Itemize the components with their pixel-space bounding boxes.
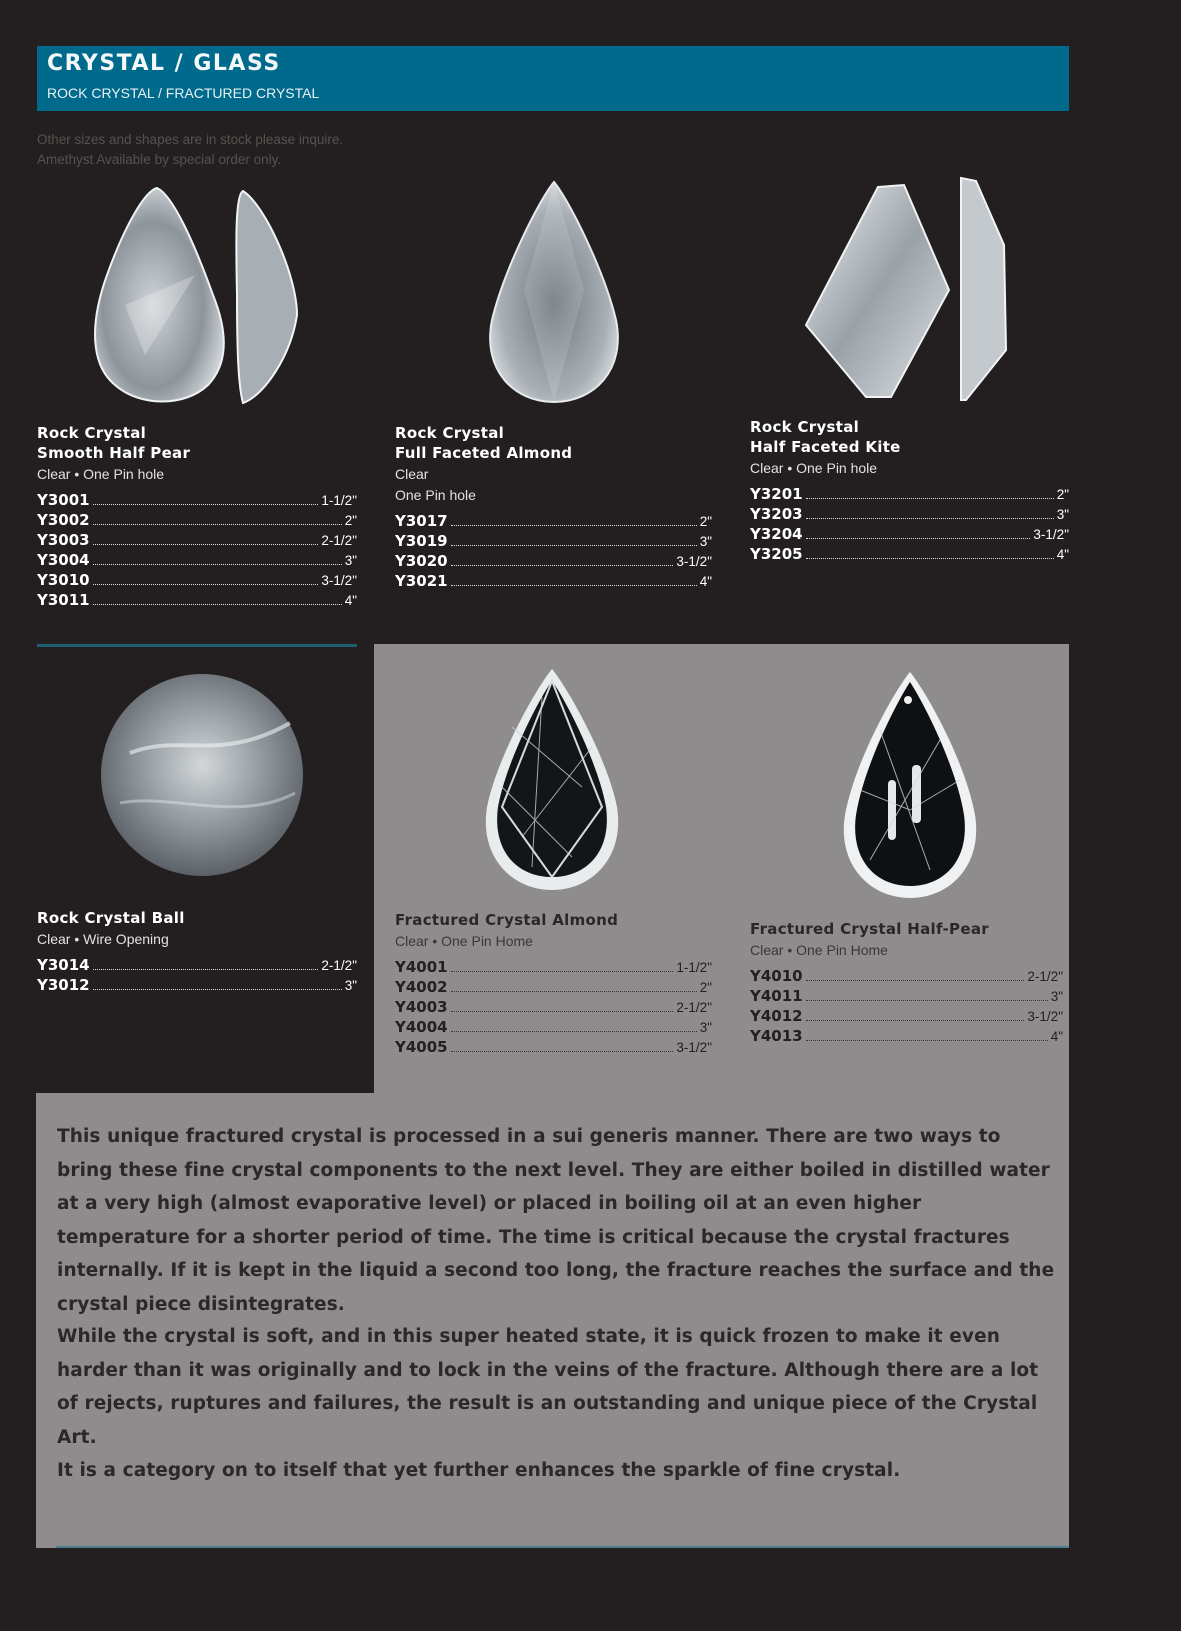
- size-row: [750, 1027, 1063, 1047]
- item-size: 4": [699, 574, 712, 589]
- leader-dots: [93, 492, 319, 505]
- item-code: Y3014: [37, 956, 90, 974]
- item-size: 3-1/2": [321, 573, 357, 588]
- size-row: [37, 531, 357, 551]
- leader-dots: [93, 512, 342, 525]
- product-full-faceted-almond: [395, 423, 712, 592]
- size-row: [37, 956, 357, 976]
- item-size: 4": [344, 593, 357, 608]
- item-code: Y3021: [395, 572, 448, 590]
- leader-dots: [451, 573, 697, 586]
- item-size: 2": [1056, 487, 1069, 502]
- item-size: 1-1/2": [676, 960, 712, 975]
- leader-dots: [93, 572, 319, 585]
- half-faceted-kite-photo: [806, 175, 1021, 405]
- leader-dots: [806, 526, 1031, 539]
- item-size: 4": [1050, 1029, 1063, 1044]
- product-desc: Clear • One Pin Home: [395, 933, 533, 949]
- section-banner: [37, 46, 1069, 111]
- size-row: [750, 505, 1069, 525]
- item-size: 1-1/2": [321, 493, 357, 508]
- item-code: Y4010: [750, 967, 803, 985]
- product-name: Fractured Crystal Half-Pear: [750, 920, 989, 938]
- product-crystal-ball: [37, 908, 357, 996]
- size-row: [395, 532, 712, 552]
- item-code: Y3010: [37, 571, 90, 589]
- item-size: 3-1/2": [676, 554, 712, 569]
- leader-dots: [451, 979, 697, 992]
- leader-dots: [806, 968, 1025, 981]
- product-name: Rock Crystal: [37, 424, 147, 442]
- note-line-2: Amethyst Available by special order only.: [37, 152, 282, 167]
- leader-dots: [451, 999, 674, 1012]
- leader-dots: [806, 486, 1054, 499]
- item-code: Y3201: [750, 485, 803, 503]
- product-name: Fractured Crystal Almond: [395, 911, 619, 929]
- size-row: [395, 978, 712, 998]
- item-size: 2-1/2": [321, 958, 357, 973]
- leader-dots: [451, 1039, 674, 1052]
- item-code: Y4002: [395, 978, 448, 996]
- item-size: 2-1/2": [321, 533, 357, 548]
- item-size: 4": [1056, 547, 1069, 562]
- size-list: [750, 485, 1069, 565]
- size-list: [395, 512, 712, 592]
- product-name-line2: Full Faceted Almond: [395, 444, 573, 462]
- product-fractured-half-pear: [750, 919, 1063, 1047]
- item-size: 2-1/2": [676, 1000, 712, 1015]
- item-code: Y4013: [750, 1027, 803, 1045]
- item-code: Y3205: [750, 545, 803, 563]
- size-row: [750, 967, 1063, 987]
- page-subtitle: ROCK CRYSTAL / FRACTURED CRYSTAL: [47, 85, 320, 101]
- leader-dots: [451, 533, 697, 546]
- size-row: [395, 552, 712, 572]
- size-row: [37, 511, 357, 531]
- leader-dots: [93, 552, 342, 565]
- product-name: Rock Crystal: [395, 424, 505, 442]
- item-code: Y4001: [395, 958, 448, 976]
- item-code: Y4011: [750, 987, 803, 1005]
- leader-dots: [93, 957, 319, 970]
- item-code: Y3020: [395, 552, 448, 570]
- product-half-faceted-kite: [750, 417, 1069, 565]
- item-code: Y4003: [395, 998, 448, 1016]
- item-code: Y3012: [37, 976, 90, 994]
- size-row: [750, 485, 1069, 505]
- product-name: Rock Crystal Ball: [37, 909, 185, 927]
- leader-dots: [806, 506, 1054, 519]
- item-code: Y3017: [395, 512, 448, 530]
- item-size: 2-1/2": [1027, 969, 1063, 984]
- item-code: Y3011: [37, 591, 90, 609]
- leader-dots: [93, 977, 342, 990]
- item-code: Y3019: [395, 532, 448, 550]
- item-size: 3-1/2": [1027, 1009, 1063, 1024]
- size-row: [37, 571, 357, 591]
- size-row: [395, 958, 712, 978]
- size-row: [750, 545, 1069, 565]
- product-smooth-half-pear: [37, 423, 357, 611]
- product-desc: Clear: [395, 466, 429, 482]
- size-row: [750, 1007, 1063, 1027]
- product-desc: Clear • One Pin hole: [750, 460, 878, 476]
- fractured-almond-photo: [482, 667, 622, 892]
- leader-dots: [806, 1008, 1025, 1021]
- size-row: [750, 987, 1063, 1007]
- item-size: 3": [344, 978, 357, 993]
- leader-dots: [806, 546, 1054, 559]
- crystal-ball-photo: [100, 673, 305, 878]
- item-size: 3": [1056, 507, 1069, 522]
- item-code: Y4004: [395, 1018, 448, 1036]
- size-row: [37, 551, 357, 571]
- size-list: [37, 956, 357, 996]
- leader-dots: [93, 592, 342, 605]
- size-row: [37, 491, 357, 511]
- item-size: 3": [699, 534, 712, 549]
- product-desc: Clear • One Pin hole: [37, 466, 165, 482]
- size-list: [395, 958, 712, 1058]
- item-size: 2": [699, 514, 712, 529]
- item-size: 2": [699, 980, 712, 995]
- size-row: [750, 525, 1069, 545]
- item-size: 3-1/2": [676, 1040, 712, 1055]
- size-row: [395, 1018, 712, 1038]
- product-desc: Clear • Wire Opening: [37, 931, 169, 947]
- item-code: Y3203: [750, 505, 803, 523]
- leader-dots: [451, 553, 674, 566]
- leader-dots: [806, 988, 1048, 1001]
- size-list: [37, 491, 357, 611]
- item-code: Y3003: [37, 531, 90, 549]
- item-size: 3": [699, 1020, 712, 1035]
- description-paragraph-1: This unique fractured crystal is processed in a sui generis manner. There are two ways to bring these fine crystal components to the next level. They are either boiled in distilled water at a very high (almost evaporative level) or placed in boiling oil at an even higher temperature for a shorter period of time. The time is critical because the crystal fractures internally. If it is kept in the liquid a second too long, the fracture reaches the surface and the crystal piece disintegrates.: [57, 1126, 1055, 1315]
- stock-note: [37, 130, 343, 170]
- size-list: [750, 967, 1063, 1047]
- item-code: Y3204: [750, 525, 803, 543]
- item-size: 2": [344, 513, 357, 528]
- product-desc: Clear • One Pin Home: [750, 942, 888, 958]
- size-row: [395, 572, 712, 592]
- item-code: Y4012: [750, 1007, 803, 1025]
- leader-dots: [451, 513, 697, 526]
- product-name-line2: Half Faceted Kite: [750, 438, 901, 456]
- note-line-1: Other sizes and shapes are in stock please inquire.: [37, 132, 344, 147]
- leader-dots: [806, 1028, 1048, 1041]
- product-desc-line2: One Pin hole: [395, 487, 476, 503]
- full-faceted-almond-photo: [484, 180, 624, 405]
- item-size: 3": [1050, 989, 1063, 1004]
- description-paragraph-3: It is a category on to itself that yet further enhances the sparkle of fine crystal.: [57, 1460, 901, 1481]
- size-row: [37, 591, 357, 611]
- item-code: Y3002: [37, 511, 90, 529]
- size-row: [395, 1038, 712, 1058]
- section-divider: [37, 644, 357, 647]
- leader-dots: [451, 959, 674, 972]
- product-fractured-almond: [395, 910, 712, 1058]
- product-name: Rock Crystal: [750, 418, 860, 436]
- bottom-rule: [56, 1546, 1069, 1548]
- fractured-half-pear-photo: [840, 670, 980, 900]
- smooth-half-pear-photo: [85, 185, 305, 407]
- item-code: Y4005: [395, 1038, 448, 1056]
- leader-dots: [93, 532, 319, 545]
- size-row: [395, 512, 712, 532]
- item-size: 3": [344, 553, 357, 568]
- page-title: CRYSTAL / GLASS: [47, 51, 281, 76]
- size-row: [395, 998, 712, 1018]
- item-code: Y3004: [37, 551, 90, 569]
- product-name-line2: Smooth Half Pear: [37, 444, 191, 462]
- item-size: 3-1/2": [1033, 527, 1069, 542]
- item-code: Y3001: [37, 491, 90, 509]
- size-row: [37, 976, 357, 996]
- description-paragraph-2: While the crystal is soft, and in this super heated state, it is quick frozen to make it even harder than it was originally and to lock in the veins of the fracture. Although there are a lot of rejects, ruptures and failures, the result is an outstanding and unique piece of the Crystal Art.: [57, 1326, 1039, 1448]
- leader-dots: [451, 1019, 697, 1032]
